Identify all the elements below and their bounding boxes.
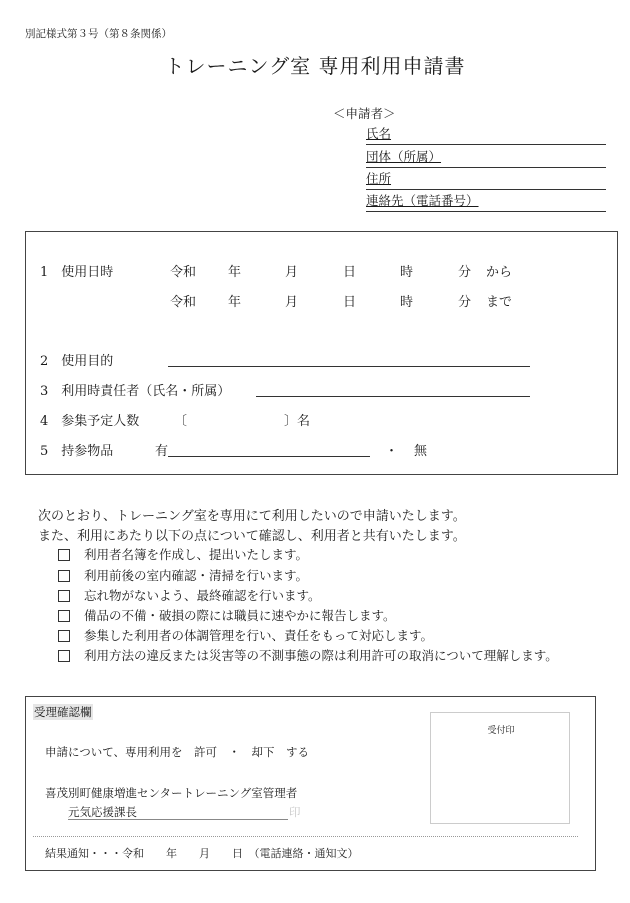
end-hour-unit: 時	[400, 295, 414, 310]
confirm-item-4[interactable]	[58, 606, 396, 624]
start-era: 令和	[170, 265, 197, 280]
stamp-label: 受付印	[487, 726, 515, 736]
confirm-item-5[interactable]	[58, 626, 433, 644]
start-minute-unit: 分	[458, 265, 472, 280]
applicant-heading: ＜申請者＞	[333, 106, 396, 121]
belongings-field[interactable]	[168, 456, 370, 457]
applicant-address-field[interactable]	[366, 171, 606, 190]
confirm-item-1-text: 利用者名簿を作成し、提出いたします。	[84, 547, 309, 562]
seal-mark: 印	[289, 805, 301, 819]
confirm-item-4-text: 備品の不備・破損の際には職員に速やかに報告します。	[84, 608, 396, 623]
purpose-field[interactable]	[168, 366, 530, 367]
confirm-item-3[interactable]	[58, 586, 321, 604]
confirm-item-1[interactable]	[58, 545, 308, 563]
checkbox-icon[interactable]	[58, 570, 70, 582]
confirm-item-3-text: 忘れ物がないよう、最終確認を行います。	[84, 588, 321, 603]
checkbox-icon[interactable]	[58, 650, 70, 662]
belongings-no: 無	[414, 444, 428, 459]
applicant-name-field[interactable]	[366, 126, 606, 145]
usage-datetime-label: 1 使用日時	[40, 265, 114, 280]
result-notice: 結果通知・・・令和 年 月 日 （電話連絡・通知文）	[45, 847, 359, 860]
page-title: トレーニング室 専用利用申請書	[164, 54, 466, 78]
applicant-name-label: 氏名	[366, 126, 392, 141]
start-day-unit: 日	[343, 265, 357, 280]
checkbox-icon[interactable]	[58, 590, 70, 602]
applicant-phone-label: 連絡先（電話番号）	[366, 193, 479, 208]
attendees-label: 4 参集予定人数	[40, 414, 140, 429]
end-minute-unit: 分	[458, 295, 472, 310]
start-month-unit: 月	[285, 265, 299, 280]
applicant-organization-field[interactable]	[366, 149, 606, 168]
confirm-item-2[interactable]	[58, 566, 308, 584]
attendees-count-field[interactable]	[190, 426, 280, 427]
belongings-yes: 有	[155, 444, 169, 459]
start-year-unit: 年	[228, 265, 242, 280]
purpose-label: 2 使用目的	[40, 354, 114, 369]
applicant-address-label: 住所	[366, 171, 392, 186]
checkbox-icon[interactable]	[58, 630, 70, 642]
decision-text: 申請について、専用利用を 許可 ・ 却下 する	[45, 745, 310, 759]
manager-title: 元気応援課長	[68, 805, 137, 819]
end-era: 令和	[170, 295, 197, 310]
statement-line-1: 次のとおり、トレーニング室を専用にて利用したいので申請いたします。	[38, 509, 466, 524]
applicant-phone-field[interactable]	[366, 193, 606, 212]
confirm-item-2-text: 利用前後の室内確認・清掃を行います。	[84, 568, 309, 583]
attendees-bracket-close: 〕名	[284, 414, 311, 429]
checkbox-icon[interactable]	[58, 610, 70, 622]
start-from-label: から	[486, 265, 513, 280]
end-year-unit: 年	[228, 295, 242, 310]
end-until-label: まで	[486, 295, 513, 310]
reception-stamp-box	[430, 712, 570, 824]
start-hour-unit: 時	[400, 265, 414, 280]
responsible-person-field[interactable]	[256, 396, 530, 397]
confirm-item-6-text: 利用方法の違反または災害等の不測事態の際は利用許可の取消について理解します。	[84, 648, 558, 663]
reception-label: 受理確認欄	[34, 705, 92, 719]
divider	[33, 836, 578, 837]
end-day-unit: 日	[343, 295, 357, 310]
applicant-organization-label: 団体（所属）	[366, 149, 442, 164]
end-month-unit: 月	[285, 295, 299, 310]
responsible-person-label: 3 利用時責任者（氏名・所属）	[40, 384, 231, 399]
belongings-separator: ・	[385, 444, 399, 459]
statement-line-2: また、利用にあたり以下の点について確認し、利用者と共有いたします。	[38, 529, 466, 544]
attendees-bracket-open: 〔	[174, 414, 188, 429]
checkbox-icon[interactable]	[58, 549, 70, 561]
usage-details-box	[25, 231, 618, 475]
manager-text: 喜茂別町健康増進センタートレーニング室管理者	[45, 786, 298, 800]
confirm-item-6[interactable]	[58, 646, 558, 664]
form-number: 別記様式第３号（第８条関係）	[25, 28, 172, 40]
confirm-item-5-text: 参集した利用者の体調管理を行い、責任をもって対応します。	[84, 628, 434, 643]
belongings-label: 5 持参物品	[40, 444, 114, 459]
manager-signature-line	[68, 819, 288, 820]
